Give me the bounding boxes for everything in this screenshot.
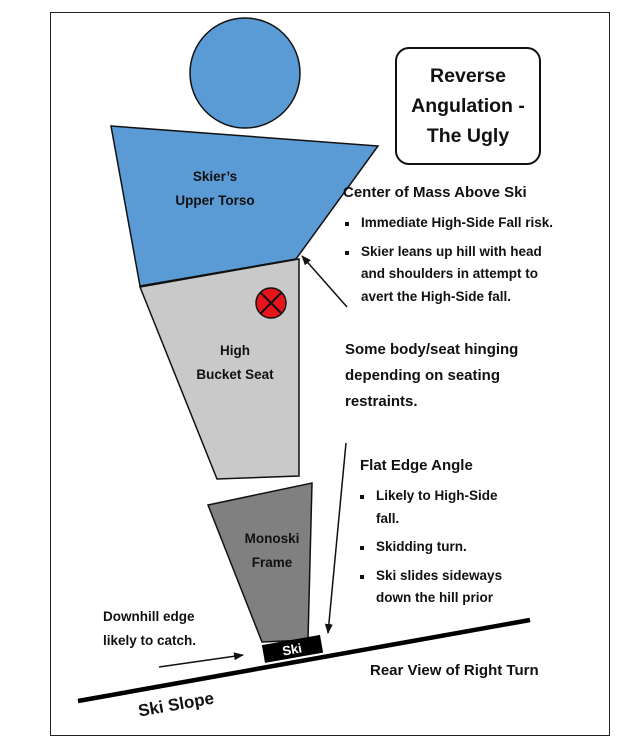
torso-label: Skier’s Upper Torso — [175, 169, 255, 208]
ski-slope-label: Ski Slope — [136, 688, 216, 721]
list-item: Ski slides sideways down the hill prior — [358, 565, 558, 610]
seat-label: High Bucket Seat — [196, 343, 274, 382]
center-of-mass-heading: Center of Mass Above Ski — [343, 184, 527, 201]
frame-label: Monoski Frame — [244, 531, 300, 570]
arrow-icon — [159, 655, 243, 667]
list-item: Skier leans up hill with head and shoulders in attempt to avert the High-Side fall. — [343, 241, 573, 309]
ski-label: Ski — [281, 640, 303, 659]
edge-angle-heading: Flat Edge Angle — [360, 457, 473, 474]
edge-angle-bullets — [358, 485, 558, 616]
hinging-text: Some body/seat hinging depending on seating restraints. — [345, 341, 519, 410]
list-item: Immediate High-Side Fall risk. — [343, 212, 573, 235]
title-line: The Ugly — [426, 125, 510, 147]
x-in-circle-icon — [256, 288, 286, 318]
title-line: Angulation - — [411, 95, 525, 117]
downhill-edge-note: Downhill edge likely to catch. — [103, 609, 197, 648]
skier-head — [190, 18, 300, 128]
center-of-mass-bullets — [343, 212, 573, 314]
list-item: Likely to High-Side fall. — [358, 485, 558, 530]
title-box — [395, 47, 541, 165]
list-item: Skidding turn. — [358, 536, 558, 559]
arrow-icon — [302, 256, 347, 307]
title-line: Reverse — [430, 65, 506, 87]
rear-view-caption: Rear View of Right Turn — [370, 662, 539, 679]
